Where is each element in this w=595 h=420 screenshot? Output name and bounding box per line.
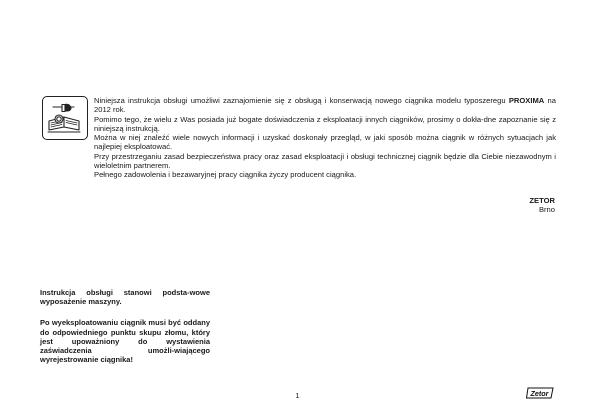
signature-brand: ZETOR [529,196,555,205]
model-name: PROXIMA [508,96,545,105]
page-number: 1 [295,391,300,400]
intro-text-part: na 2012 rok. [94,96,556,115]
zetor-logo [526,387,555,399]
side-notes [40,288,210,376]
note-manual-equipment: Instrukcja obsługi stanowi podsta-wowe wyposażenie maszyny. [40,288,210,307]
intro-paragraph-5: Pełnego zadowolenia i bezawaryjnej pracy ciągnika życzy producent ciągnika. [94,170,357,180]
intro-text-part: Niniejsza instrukcja obsługi umożliwi zaznajomienie się z obsługą i konserwacją nowego ciągnika modelu typoszeregu [94,96,509,105]
signature-city: Brno [538,205,555,215]
book-instruction-icon [42,96,88,140]
intro-paragraph-1 [94,96,556,115]
intro-paragraph-2: Pomimo tego, że wielu z Was posiada już bogate doświadczenia z eksploatacji innych ciągników, prosimy o dokła-dne zapoznanie się z niniejszą instrukcją. [94,114,556,133]
intro-paragraph-4: Przy przestrzeganiu zasad bezpieczeństwa pracy oraz zasad eksploatacji i obsługi technicznej ciągnik będzie dla Ciebie niezawodnym i wieloletnim partnerem. [94,151,556,171]
intro-paragraph-3: Można w niej znaleźć wiele nowych informacji i uzyskać doskonały przegląd, w jaki sposób można ciągnik w różnych sytuacjach jak najlepiej eksploatować. [94,133,556,152]
signature [529,196,555,215]
svg-text:Zetor: Zetor [530,388,549,398]
note-scrapping: Po wyeksploatowaniu ciągnik musi być oddany do odpowiedniego punktu skupu złomu, który jest upoważniony do wystawienia zaświadczenia umożli-wiającego wyrejestrowanie ciągnika! [40,318,210,365]
intro-text [94,96,556,180]
